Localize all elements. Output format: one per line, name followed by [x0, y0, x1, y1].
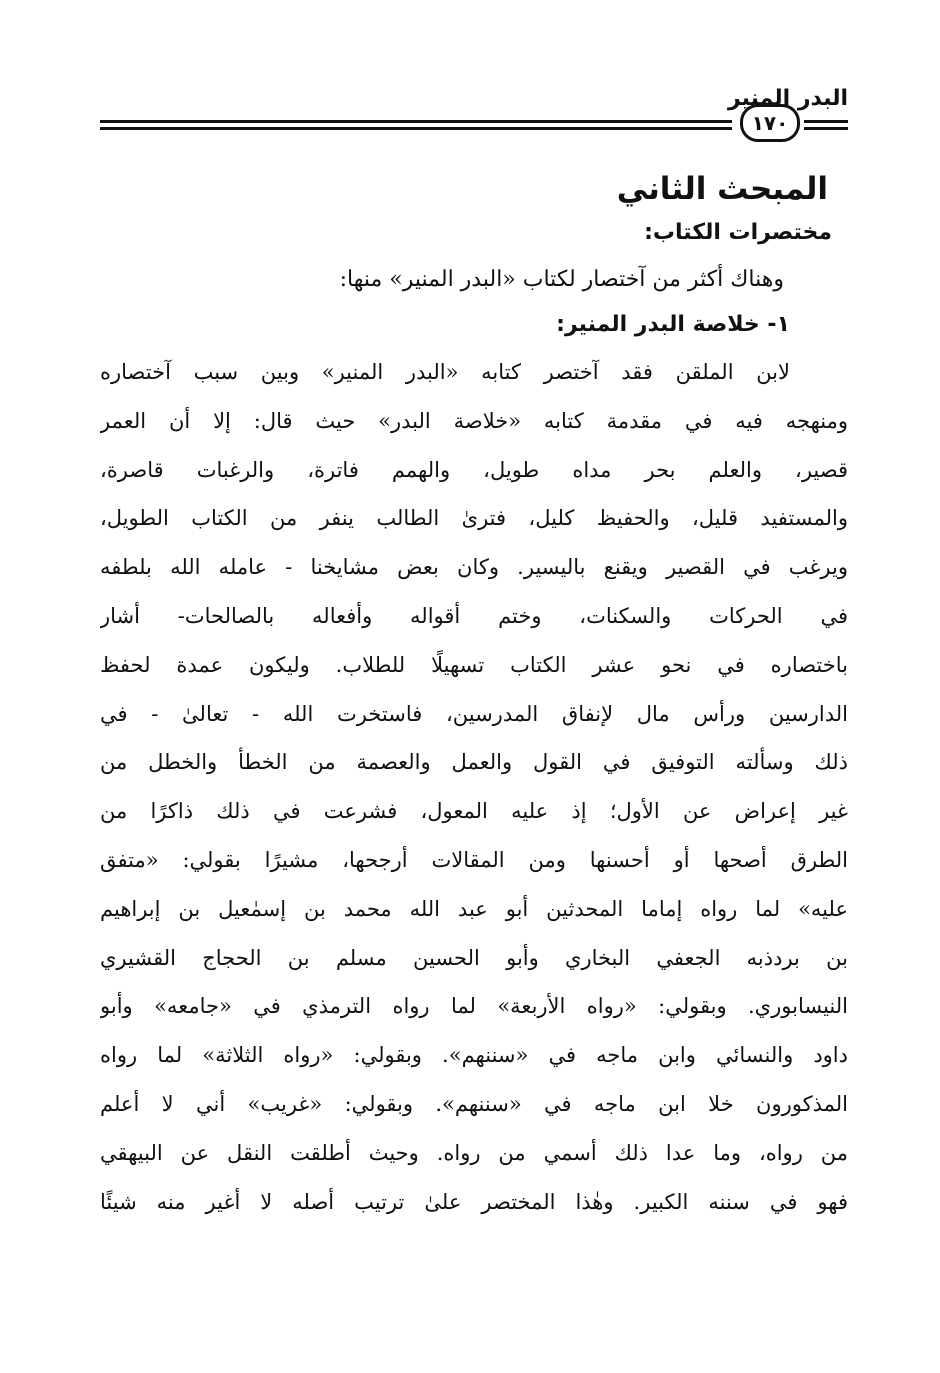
body-line: باختصاره في نحو عشر الكتاب تسهيلًا للطلاب. وليكون عمدة لحفظ [100, 652, 848, 677]
body-line: ويرغب في القصير ويقنع باليسير. وكان بعض مشايخنا - عامله الله بلطفه [100, 555, 848, 580]
body-line: والمستفيد قليل، والحفيظ كليل، فترىٰ الطالب ينفر من الكتاب الطويل، [100, 506, 848, 531]
body-line: بن بردذبه الجعفي البخاري وأبو الحسين مسلم بن الحجاج القشيري [100, 945, 848, 970]
subheading: مختصرات الكتاب: [644, 220, 832, 245]
header-rule [100, 120, 732, 123]
running-header [100, 84, 848, 154]
body-line: ومنهجه فيه في مقدمة كتابه «خلاصة البدر» حيث قال: إلا أن العمر [100, 408, 848, 433]
body-line: في الحركات والسكنات، وختم أقواله وأفعاله بالصالحات- أشار [100, 603, 848, 628]
body-line: الطرق أصحها أو أحسنها ومن المقالات أرجحها، مشيرًا بقولي: «متفق [100, 847, 848, 872]
body-line: داود والنسائي وابن ماجه في «سننهم». وبقولي: «رواه الثلاثة» لما رواه [100, 1043, 848, 1068]
body-line: عليه» لما رواه إماما المحدثين أبو عبد الله محمد بن إسمٰعيل بن إبراهيم [100, 896, 848, 921]
body-line: الدارسين ورأس مال لإنفاق المدرسين، فاستخرت الله - تعالىٰ - في [100, 701, 848, 726]
body-line: المذكورون خلا ابن ماجه في «سننهم». وبقولي: «غريب» أني لا أعلم [100, 1091, 848, 1116]
body-line: فهو في سننه الكبير. وهٰذا المختصر علىٰ ترتيب أصله لا أغير منه شيئًا [100, 1189, 848, 1214]
running-header-title: البدر المنير [727, 86, 848, 111]
header-rule [100, 127, 732, 130]
body-line: من رواه، وما عدا ذلك أسمي من رواه. وحيث أطلقت النقل عن البيهقي [100, 1140, 848, 1165]
page-content [100, 168, 848, 1226]
body-line: قصير، والعلم بحر مداه طويل، والهمم فاترة، والرغبات قاصرة، [100, 457, 848, 482]
page-number: ١٧٠ [740, 104, 800, 142]
body-line: ذلك وسألته التوفيق في القول والعمل والعصمة من الخطأ والخطل من [100, 750, 848, 775]
section-title: المبحث الثاني [616, 171, 828, 207]
body-line: غير إعراض عن الأول؛ إذ عليه المعول، فشرعت في ذلك ذاكرًا من [100, 799, 848, 824]
body-line: النيسابوري. وبقولي: «رواه الأربعة» لما رواه الترمذي في «جامعه» وأبو [100, 994, 848, 1019]
header-rule [804, 120, 848, 123]
body-paragraph [100, 348, 848, 1226]
intro-paragraph: وهناك أكثر من آختصار لكتاب «البدر المنير» منها: [339, 267, 784, 292]
body-line: لابن الملقن فقد آختصر كتابه «البدر المنير» وبين سبب آختصاره [100, 360, 790, 384]
item-heading: ١- خلاصة البدر المنير: [556, 312, 790, 337]
header-rule [804, 127, 848, 130]
